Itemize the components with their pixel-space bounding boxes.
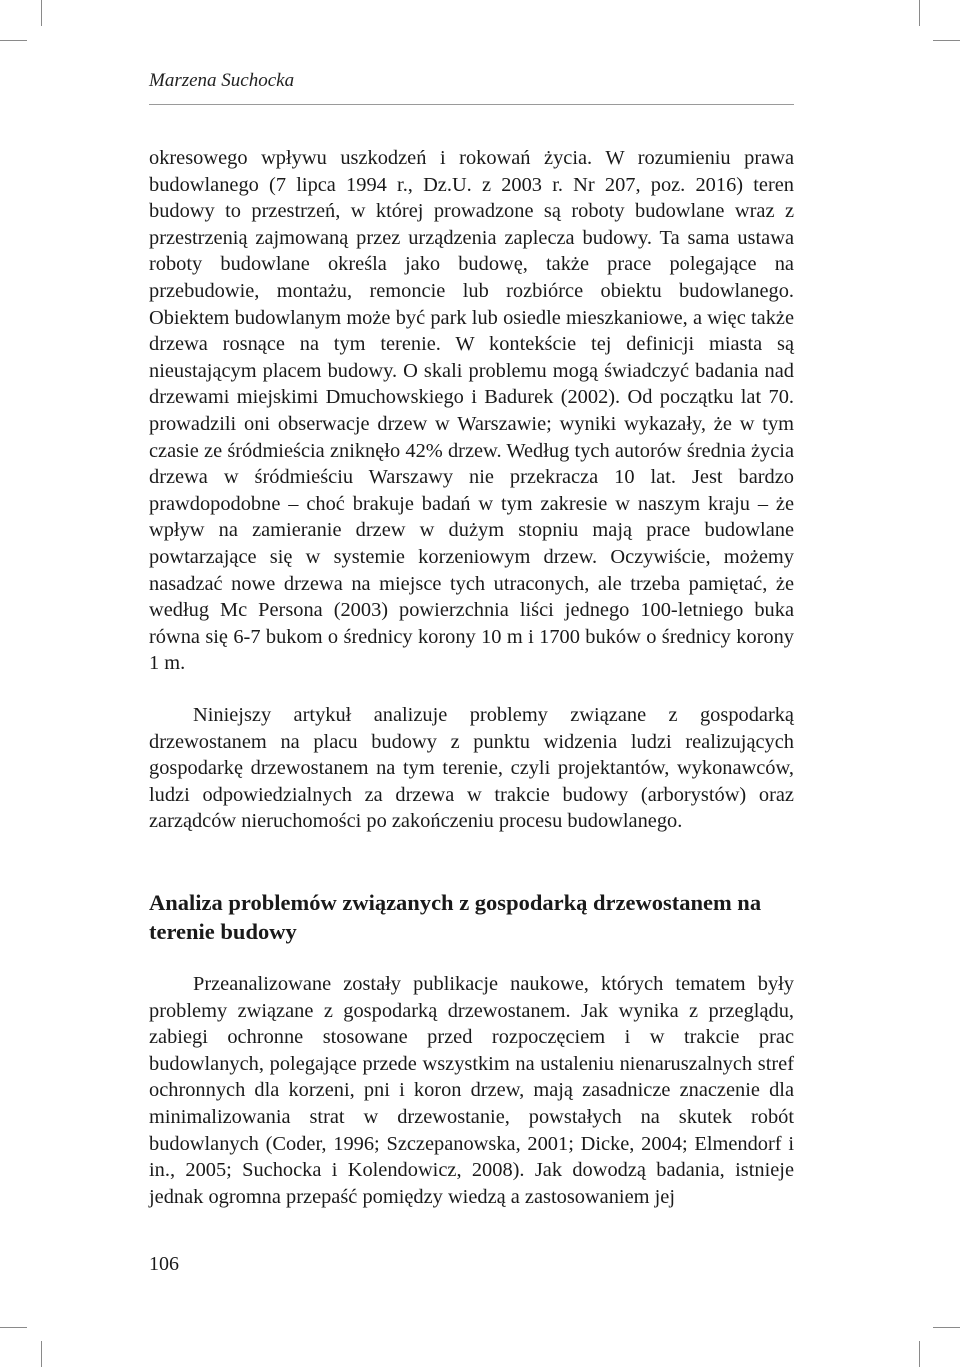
crop-mark xyxy=(919,0,920,26)
paragraph: okresowego wpływu uszkodzeń i rokowań życia. W rozumieniu prawa budowlanego (7 lipca 1994 r., Dz.U. z 2003 r. Nr 207, poz. 2016) teren budowy to przestrzeń, w której prowadzone są roboty budowlane wraz z przestrzenią zajmowaną przez urządzenia zaplecza budowy. Ta sama ustawa roboty budowlane określa jako budowę, także prace polegające na przebudowie, montażu, remoncie lub rozbiórce obiektu budowlanego. Obiektem budowlanym może być park lub osiedle mieszkaniowe, a więc także drzewa rosnące na tym terenie. W kontekście tej definicji miasta są nieustającym placem budowy. O skali problemu mogą świadczyć badania nad drzewami miejskimi Dmuchowskiego i Badurek (2002). Od początku lat 70. prowadzili oni obserwacje drzew w Warszawie; wyniki wykazały, że w tym czasie ze śródmieścia zniknęło 42% drzew. Według tych autorów średnia życia drzewa w śródmieściu Warszawy nie przekracza 10 lat. Jest bardzo prawdopodobne – choć brakuje badań w tym zakresie w naszym kraju – że wpływ na zamieranie drzew w dużym stopniu mają prace budowlane powtarzające się w systemie korzeniowym drzew. Oczywiście, możemy nasadzać nowe drzewa na miejsce tych utraconych, ale trzeba pamiętać, że według Mc Persona (2003) powierzchnia liści jednego 100-letniego buka równa się 6-7 bukom o średnicy korony 10 m i 1700 buków o średnicy korony 1 m. xyxy=(149,147,794,675)
paragraph: Niniejszy artykuł analizuje problemy związane z gospodarką drzewostanem na placu budowy z punktu widzenia ludzi realizujących gospodarkę drzewostanem na tym terenie, czyli projektantów, wykonawców, ludzi odpowiedzialnych za drzewa w trakcie budowy (arborystów) oraz zarządców nieruchomości po zakończeniu procesu budowlanego. xyxy=(149,704,794,833)
body-text-block xyxy=(149,145,794,677)
crop-mark xyxy=(41,1341,42,1367)
page-number: 106 xyxy=(149,1253,179,1275)
crop-mark xyxy=(0,1327,27,1328)
paragraph: Przeanalizowane zostały publikacje naukowe, których tematem były problemy związane z gospodarką drzewostanem. Jak wynika z przeglądu, zabiegi ochronne stosowane przed rozpoczęciem i w trakcie prac budowlanych, polegające przede wszystkim na ustaleniu nienaruszalnych stref ochronnych dla korzeni, pni i koron drzew, mają zasadnicze znaczenie dla minimalizowania strat w drzewostanie, powstałych na skutek robót budowlanych (Coder, 1996; Szczepanowska, 2001; Dicke, 2004; Elmendorf i in., 2005; Suchocka i Kolendowicz, 2008). Jak dowodzą badania, istnieje jednak ogromna przepaść pomiędzy wiedzą a zastosowaniem jej xyxy=(149,973,794,1208)
crop-mark xyxy=(41,0,42,26)
crop-mark xyxy=(933,40,960,41)
body-text-block xyxy=(149,702,794,835)
crop-mark xyxy=(0,40,27,41)
crop-mark xyxy=(919,1341,920,1367)
crop-mark xyxy=(933,1327,960,1328)
running-head: Marzena Suchocka xyxy=(149,70,295,91)
header-rule xyxy=(149,104,794,105)
body-text-block xyxy=(149,971,794,1210)
section-heading: Analiza problemów związanych z gospodarką drzewostanem na terenie budowy xyxy=(149,890,762,944)
